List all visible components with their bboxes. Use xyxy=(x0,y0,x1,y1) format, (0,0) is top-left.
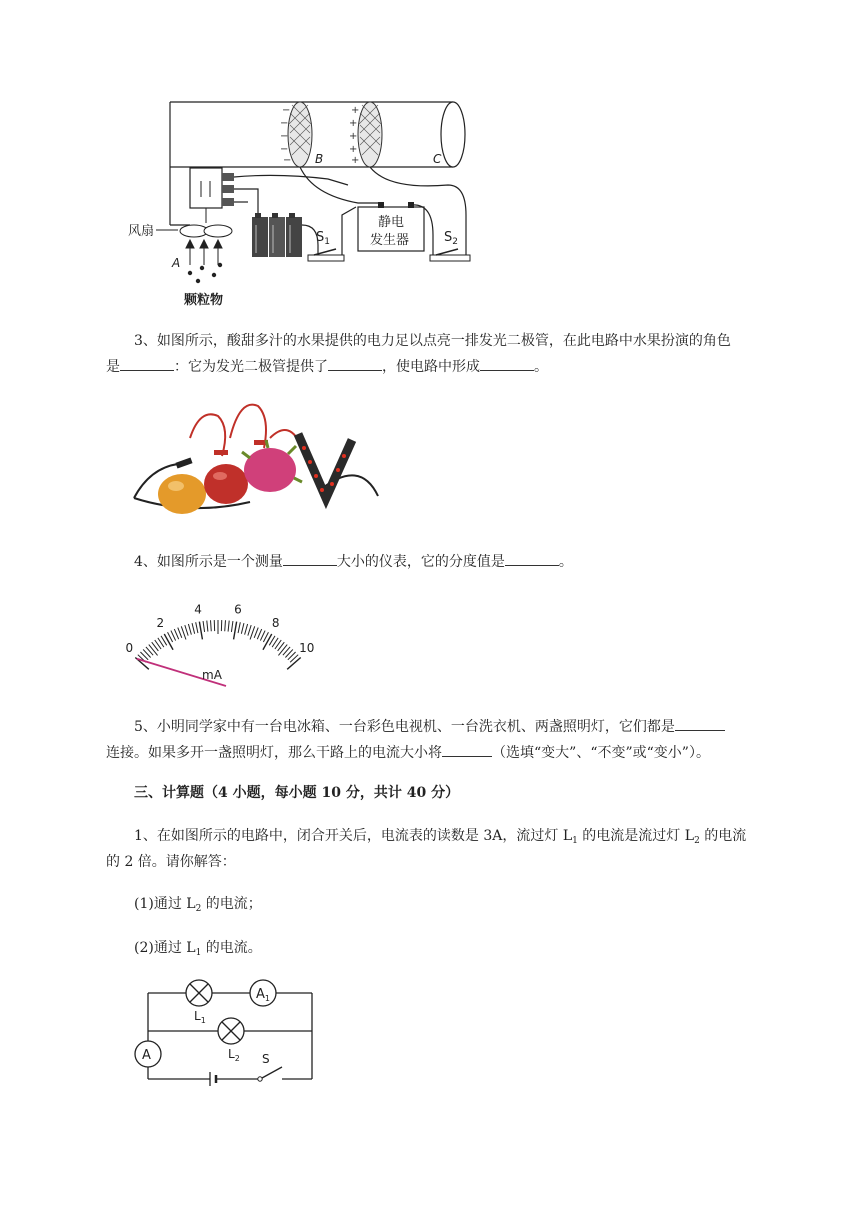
calc-question-1-line-2: 的 2 倍。请你解答： xyxy=(106,854,236,870)
led-strip xyxy=(298,434,352,498)
dial-tick xyxy=(203,621,204,632)
switch-s1 xyxy=(308,255,344,261)
label-s: S xyxy=(262,1052,270,1066)
dial-tick xyxy=(248,625,251,635)
svg-text:−: − xyxy=(280,131,289,142)
dial-tick xyxy=(257,629,261,639)
generator-label-1: 静电 xyxy=(378,215,405,230)
svg-text:A1: $A_1$ xyxy=(256,987,270,1003)
pomegranate xyxy=(204,464,248,504)
dial-tick xyxy=(178,628,182,638)
svg-text:+: + xyxy=(351,105,360,116)
label-c: C xyxy=(433,152,442,166)
dial-tick xyxy=(196,622,198,633)
battery xyxy=(210,1072,216,1086)
dial-unit: mA xyxy=(202,668,222,682)
dial-tick xyxy=(188,624,191,635)
dial-tick xyxy=(263,634,272,650)
dial-tick xyxy=(254,628,258,638)
generator-label-2: 发生器 xyxy=(370,233,410,248)
orange xyxy=(158,474,206,514)
svg-text:+: + xyxy=(349,131,358,142)
q5-blank-2[interactable] xyxy=(442,740,492,757)
question-5: 5、小明同学家中有一台电冰箱、一台彩色电视机、一台洗衣机、两盏照明灯，它们都是 xyxy=(134,714,834,740)
dial-tick xyxy=(207,621,208,632)
svg-text:−: − xyxy=(280,118,289,129)
label-l1: $L_1$ xyxy=(194,1009,206,1025)
circuit-diagram xyxy=(130,975,320,1087)
svg-text:−: − xyxy=(280,144,289,155)
q4-blank-1[interactable] xyxy=(283,549,337,566)
dial-tick xyxy=(149,645,158,656)
ammeter-a1 xyxy=(250,980,276,1006)
dial-tick-label: 6 xyxy=(234,602,242,617)
label-particles: 颗粒物 xyxy=(184,293,224,308)
dial-tick xyxy=(185,625,188,635)
dial-tick xyxy=(245,624,248,635)
mesh-b xyxy=(288,102,312,167)
dial-tick xyxy=(225,620,226,631)
q5-blank-1[interactable] xyxy=(675,714,725,731)
question-4: 4、如图所示是一个测量 大小的仪表，它的分度值是 。 xyxy=(134,549,834,575)
dial-tick xyxy=(228,621,229,632)
question-5-line-2: 连接。如果多开一盏照明灯，那么干路上的电流大小将 （选填“变大”、“不变”或“变小”）。 xyxy=(106,740,806,766)
ammeter-a xyxy=(135,1041,161,1067)
q3-line-1: 3、如图所示，酸甜多汁的水果提供的电力足以点亮一排发光二极管，在此电路中水果扮演的角色 xyxy=(134,333,731,349)
q3-blank-1[interactable] xyxy=(120,354,174,371)
dial-tick-label: 10 xyxy=(299,641,315,656)
dial-tick-label: 4 xyxy=(194,602,202,617)
label-s2: $S_2$ xyxy=(444,230,458,247)
svg-text:−: − xyxy=(283,155,292,166)
dial-tick xyxy=(241,623,244,634)
svg-text:+: + xyxy=(349,144,358,155)
calc-sub-question-2: (2)通过 $L_1$ 的电流。 xyxy=(134,940,262,958)
dial-tick xyxy=(211,620,212,631)
dial-tick xyxy=(164,634,173,650)
switch-s2 xyxy=(430,255,470,261)
dial-tick-label: 0 xyxy=(125,641,134,656)
calc-question-1: 1、在如图所示的电路中，闭合开关后，电流表的读数是 3A，流过灯 $L_1$ 的电流是流过灯 $L_2$ 的电流 xyxy=(134,828,747,846)
question-3 xyxy=(134,328,834,354)
question-3-line-2: 是 ：它为发光二极管提供了 ，使电路中形成 。 xyxy=(106,354,806,380)
q3-blank-3[interactable] xyxy=(480,354,534,371)
label-a: A xyxy=(172,256,181,270)
mesh-c xyxy=(358,102,382,167)
q3-blank-2[interactable] xyxy=(328,354,382,371)
milliammeter-dial xyxy=(125,590,318,690)
dial-tick xyxy=(192,623,195,634)
dragon-fruit xyxy=(244,448,296,492)
calc-sub-question-1: (1)通过 $L_2$ 的电流； xyxy=(134,896,262,914)
battery-pack xyxy=(252,213,302,257)
lamp-l2 xyxy=(218,1018,244,1044)
svg-text:+: + xyxy=(349,118,358,129)
label-s1: $S_1$ xyxy=(316,230,330,247)
dial-tick-label: 8 xyxy=(271,616,280,631)
label-fan: 风扇 xyxy=(128,224,155,239)
dial-tick xyxy=(174,629,178,639)
dial-tick xyxy=(199,622,202,640)
motor-box xyxy=(190,168,222,208)
section-3-heading: 三、计算题（4 小题，每小题 10 分，共计 40 分） xyxy=(134,785,460,801)
label-l2: $L_2$ xyxy=(228,1047,240,1063)
dial-tick-label: 2 xyxy=(156,616,165,631)
svg-text:−: − xyxy=(282,105,291,116)
dial-tick xyxy=(238,622,240,633)
svg-text:+: + xyxy=(351,155,360,166)
q4-blank-2[interactable] xyxy=(505,549,559,566)
switch-s xyxy=(258,1067,282,1081)
label-b: B xyxy=(315,152,324,166)
precipitator-diagram xyxy=(128,95,478,310)
lamp-l1 xyxy=(186,980,212,1006)
dial-tick xyxy=(231,621,232,632)
dial-tick xyxy=(234,622,237,640)
dial-tick xyxy=(278,645,287,656)
svg-text:A: A xyxy=(142,1048,151,1063)
fruit-battery-photo xyxy=(130,398,382,516)
